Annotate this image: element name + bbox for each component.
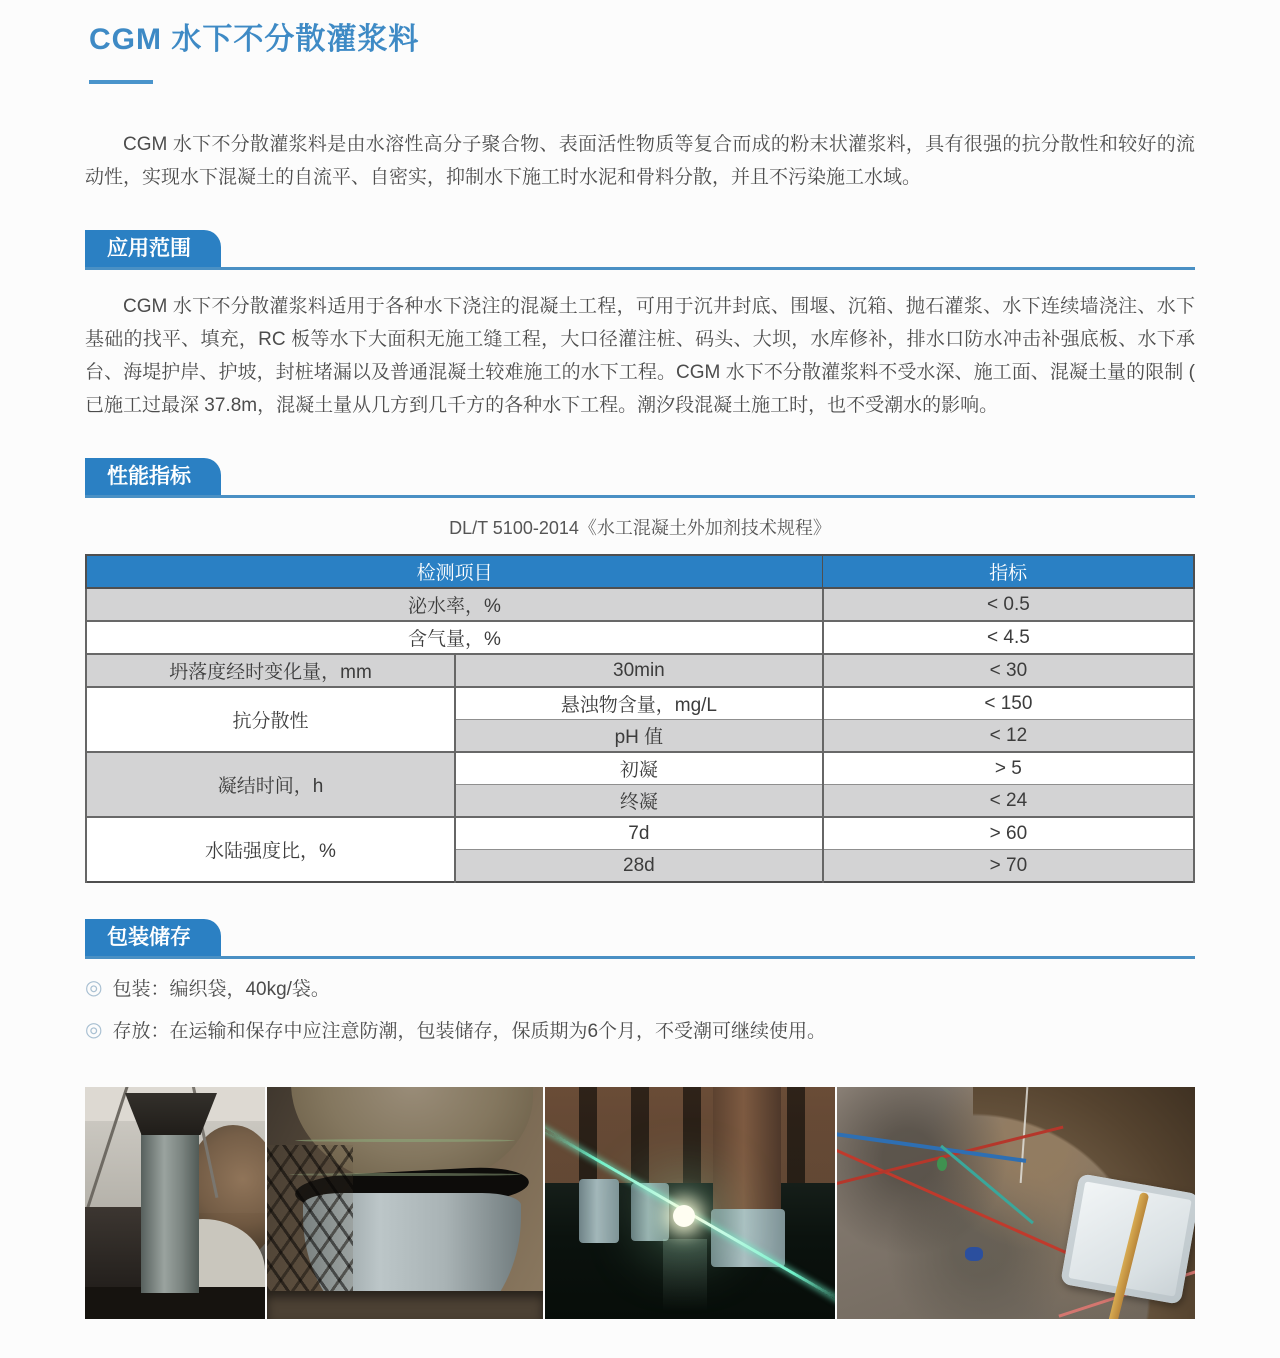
photo3-pile-cap [711, 1209, 785, 1267]
table-row-strength-1 [86, 817, 1194, 850]
packaging-bullet-2-text: 存放：在运输和保存中应注意防潮，包装储存，保质期为6个月，不受潮可继续使用。 [112, 1021, 827, 1042]
photo1-steel-pipe [141, 1131, 199, 1293]
photo3-pier-row [545, 1087, 835, 1183]
table-row-dispersion-1 [86, 687, 1194, 720]
packaging-bullet-2 [85, 1016, 1195, 1043]
photo4-blue-bucket [965, 1247, 983, 1261]
cell-slump-sub: 30min [455, 654, 823, 687]
cell-bleeding-value: < 0.5 [823, 588, 1194, 621]
section-performance-header [85, 458, 1195, 498]
photo3-water-reflection [663, 1239, 707, 1311]
photo3-work-light [673, 1205, 695, 1227]
cell-air-label: 含气量，% [86, 621, 823, 654]
cell-slump-value: < 30 [823, 654, 1194, 687]
photo3-pile-cap [579, 1179, 619, 1243]
packaging-bullet-1 [85, 974, 1195, 1001]
cell-strength-value2: > 70 [823, 850, 1194, 883]
table-row-slump [86, 654, 1194, 687]
cell-setting-label: 凝结时间，h [86, 752, 455, 817]
application-paragraph: CGM 水下不分散灌浆料适用于各种水下浇注的混凝土工程，可用于沉井封底、围堰、沉箱、抛石灌浆、水下连续墙浇注、水下基础的找平、填充，RC 板等水下大面积无施工缝工程，大口径灌注桩、码头、大坝，水库修补，排水口防水冲击补强底板、水下承台、海堤护岸、护坡，封桩堵漏以及普通混凝土较难施工的水下工程。CGM 水下不分散灌浆料不受水深、施工面、混凝土量的限制 ( 已施工过最深 37.8m，混凝土量从几方到几千方的各种水下工程。潮汐段混凝土施工时，也不受潮水的影响。 [85, 296, 1195, 416]
cell-dispersion-value2: < 12 [823, 720, 1194, 753]
cell-strength-sub1: 7d [455, 817, 823, 850]
photo4-green-object [937, 1157, 947, 1171]
photo-pile-pipe-on-site [85, 1087, 265, 1319]
intro-paragraph: CGM 水下不分散灌浆料是由水溶性高分子聚合物、表面活性物质等复合而成的粉末状灌浆料，具有很强的抗分散性和较好的流动性，实现水下混凝土的自流平、自密实，抑制水下施工时水泥和骨料分散，并且不污染施工水域。 [85, 134, 1195, 188]
cell-strength-label: 水陆强度比，% [86, 817, 455, 882]
photo2-grout-line [295, 1139, 516, 1142]
title-underline [89, 80, 153, 84]
table-row-air [86, 621, 1194, 654]
cell-strength-sub2: 28d [455, 850, 823, 883]
cell-air-value: < 4.5 [823, 621, 1194, 654]
photo4-white-tray [1060, 1173, 1195, 1304]
table-row-bleeding [86, 588, 1194, 621]
cell-dispersion-sub1: 悬浊物含量，mg/L [455, 687, 823, 720]
site-photo-strip [85, 1087, 1195, 1319]
cell-setting-sub1: 初凝 [455, 752, 823, 785]
performance-table [85, 554, 1195, 883]
cell-setting-value1: > 5 [823, 752, 1194, 785]
cell-dispersion-sub2: pH 值 [455, 720, 823, 753]
table-header-index: 指标 [823, 555, 1194, 588]
section-packaging-tab: 包装储存 [85, 919, 221, 956]
cell-setting-value2: < 24 [823, 785, 1194, 818]
cell-dispersion-value1: < 150 [823, 687, 1194, 720]
photo-grouted-column-closeup [267, 1087, 543, 1319]
section-performance-tab: 性能指标 [85, 458, 221, 495]
photo-caisson-pit-top-view [837, 1087, 1195, 1319]
photo-night-underwater-piers [545, 1087, 835, 1319]
table-header-item: 检测项目 [86, 555, 823, 588]
packaging-bullet-1-text: 包装：编织袋，40kg/袋。 [112, 979, 330, 1000]
product-datasheet-page [0, 14, 1280, 1319]
ring-bullet-icon: ◎ [85, 976, 103, 999]
table-row-setting-1 [86, 752, 1194, 785]
section-packaging-header [85, 919, 1195, 959]
table-header-row [86, 555, 1194, 588]
cell-bleeding-label: 泌水率，% [86, 588, 823, 621]
section-application-header [85, 230, 1195, 270]
cell-dispersion-label: 抗分散性 [86, 687, 455, 752]
section-application-tab: 应用范围 [85, 230, 221, 267]
photo2-gravel [267, 1291, 543, 1319]
cell-slump-label: 坍落度经时变化量，mm [86, 654, 455, 687]
cell-setting-sub2: 终凝 [455, 785, 823, 818]
cell-strength-value1: > 60 [823, 817, 1194, 850]
ring-bullet-icon: ◎ [85, 1018, 103, 1041]
page-title: CGM 水下不分散灌浆料 [89, 23, 420, 56]
photo3-large-pier [713, 1087, 781, 1217]
standard-reference: DL/T 5100-2014《水工混凝土外加剂技术规程》 [449, 518, 831, 538]
